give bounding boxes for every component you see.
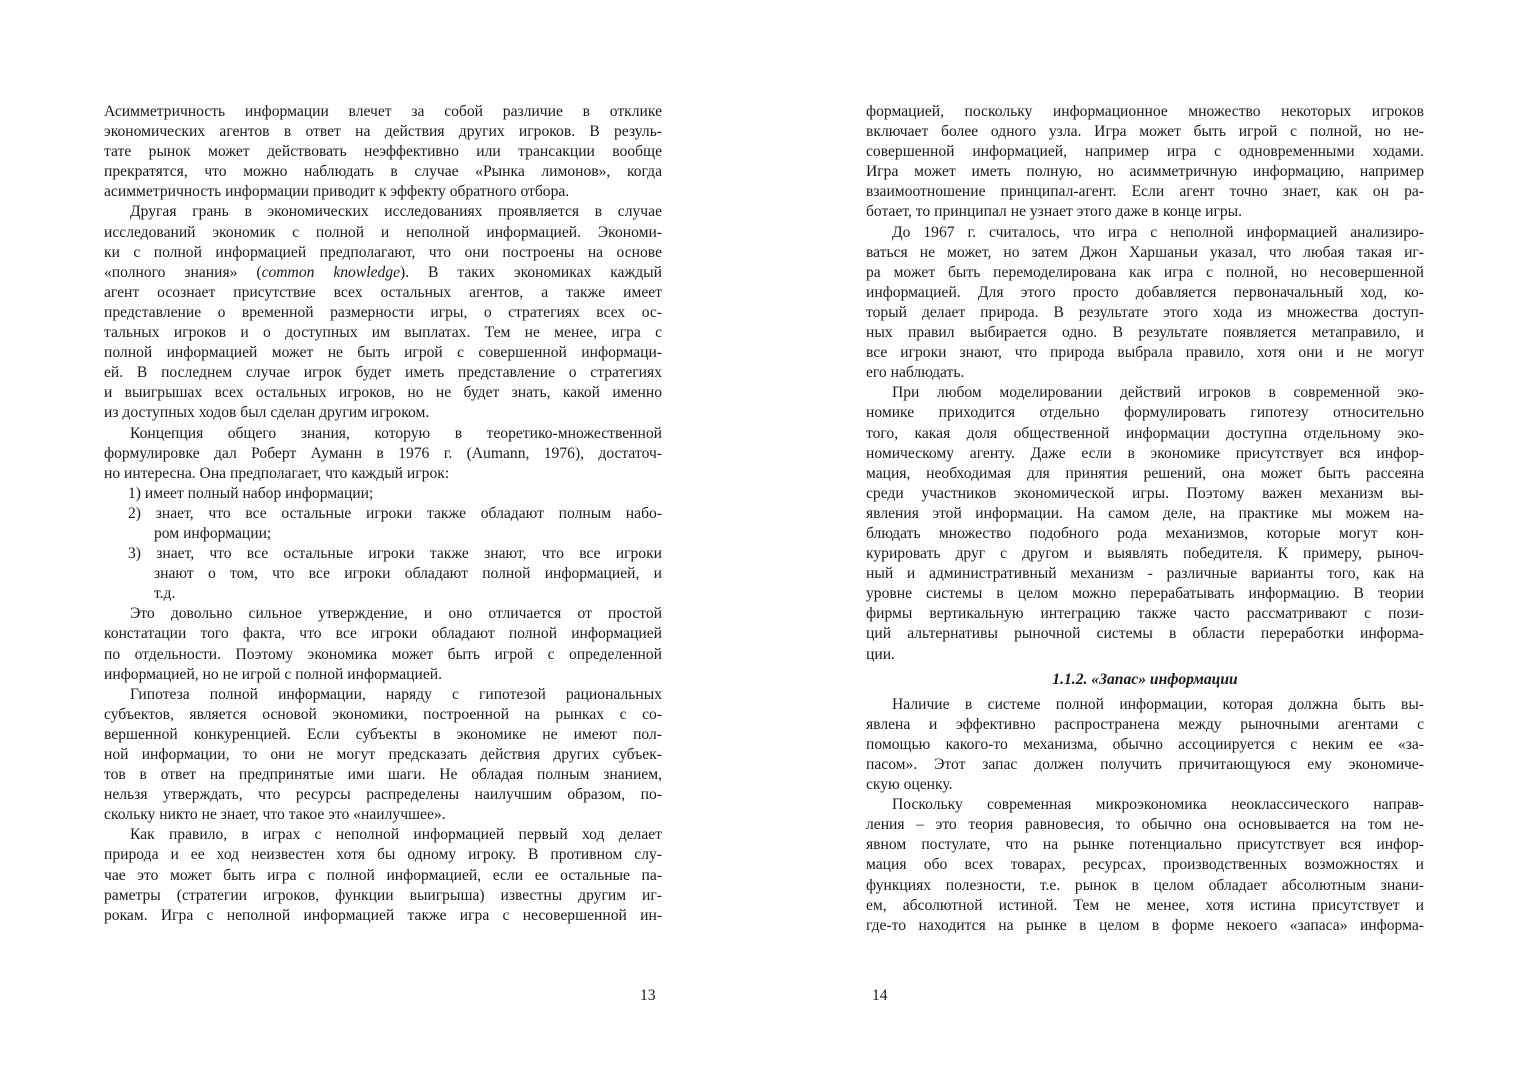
text-line: 1) имеет полный набор информации; <box>128 484 374 502</box>
text-line: природа и ее ход неизвестен хотя бы одному игроку. В противном слу- <box>104 846 662 864</box>
text-line: скую оценку. <box>866 776 953 794</box>
text-line: номике приходится отдельно формулировать гипотезу относительно <box>866 404 1424 422</box>
text-line: скольку никто не знает, что такое это «наилучшее». <box>104 806 446 824</box>
text-line: помощью какого-то механизма, обычно ассоциируется с неким ее «за- <box>866 735 1424 753</box>
text-line: полной информацией может не быть игрой с совершенной информаци- <box>104 344 662 362</box>
text-line: совершенной информацией, например игра с одновременными ходами. <box>866 143 1424 161</box>
text-line: Другая грань в экономических исследованиях проявляется в случае <box>130 203 662 221</box>
right-text-before-heading <box>866 102 1424 665</box>
text-line: из доступных ходов был сделан другим игроком. <box>104 404 430 422</box>
text-line: тате рынок может действовать неэффективно или трансакции вообще <box>104 143 662 161</box>
text-line: ления – это теория равновесия, то обычно она основывается на том не- <box>866 816 1424 834</box>
text-line: 2) знает, что все остальные игроки также обладают полным набо- <box>128 504 662 522</box>
text-line: явном постулате, что на рынке потенциально присутствует вся инфор- <box>866 836 1424 854</box>
text-line: тальных игроков и о доступных им выплатах. Тем не менее, игра с <box>104 324 662 342</box>
text-line: вершенной конкуренцией. Если субъекты в экономике не имеют пол- <box>104 725 662 743</box>
text-line: рокам. Игра с неполной информацией также игра с несовершенной ин- <box>104 906 662 924</box>
text-line: Это довольно сильное утверждение, и оно отличается от простой <box>130 605 662 623</box>
text-line: констатации того факта, что все игроки обладают полной информацией <box>104 625 662 643</box>
text-line: пасом». Этот запас должен получить причитающуюся ему экономиче- <box>866 756 1424 773</box>
text-line: нельзя утверждать, что ресурсы распределены наилучшим образом, по- <box>104 786 662 804</box>
text-line: Гипотеза полной информации, наряду с гипотезой рациональных <box>130 685 662 703</box>
text-line: Поскольку современная микроэкономика неоклассического направ- <box>892 796 1424 814</box>
text-line: фирмы вертикальную интеграцию также часто рассматривают с пози- <box>866 605 1424 623</box>
text-line: До 1967 г. считалось, что игра с неполной информацией анализиро- <box>892 223 1424 241</box>
text-line: ций альтернативы рыночной системы в области переработки информа- <box>866 625 1424 643</box>
text-line: функциях полезности, т.е. рынок в целом обладает абсолютным знани- <box>866 876 1424 894</box>
text-line: все игроки знают, что природа выбрала правило, хотя они и не могут <box>866 344 1424 362</box>
text-line: тов в ответ на предпринятые ими шаги. Не обладая полным знанием, <box>104 766 662 784</box>
text-line: ной информации, то они не могут предсказать действия других субъек- <box>104 746 662 763</box>
text-line: ром информации; <box>154 524 272 542</box>
text-line: чае это может быть игра с полной информацией, если ее остальные па- <box>104 866 662 884</box>
left-page-text <box>104 102 662 926</box>
text-line: торый делает природа. В результате этого хода из множества доступ- <box>866 303 1424 321</box>
text-line: «полного знания» (common knowledge). В таких экономиках каждый <box>104 263 662 281</box>
text-line: прекратятся, что можно наблюдать в случае «Рынка лимонов», когда <box>104 163 662 181</box>
text-line: Асимметричность информации влечет за собой различие в отклике <box>104 103 662 120</box>
text-line: мация обо всех товарах, ресурсах, производственных возможностях и <box>866 856 1424 874</box>
text-line: где-то находится на рынке в целом в форме некоего «запаса» информа- <box>866 916 1424 934</box>
text-line: взаимоотношение принципал-агент. Если агент точно знает, как он ра- <box>866 183 1424 201</box>
text-line: ваться не может, но затем Джон Харшаньи указал, что любая такая иг- <box>866 243 1424 261</box>
text-line: ки с полной информацией предполагают, что они построены на основе <box>104 243 662 261</box>
page-number-left: 13 <box>640 987 656 1004</box>
text-line: ра может быть перемоделирована как игра с полной, но несовершенной <box>866 263 1424 281</box>
text-line: того, какая доля общественной информации доступна отдельному эко- <box>866 424 1424 442</box>
text-line: номическому агенту. Даже если в экономике присутствует вся инфор- <box>866 444 1424 462</box>
text-line: ем, абсолютной истиной. Тем не менее, хотя истина присутствует и <box>866 896 1424 914</box>
page-number-right: 14 <box>872 987 888 1004</box>
text-line: Концепция общего знания, которую в теоретико-множественной <box>130 424 662 442</box>
text-line: но интересна. Она предполагает, что каждый игрок: <box>104 464 450 482</box>
text-line: информацией, но не игрой с полной информацией. <box>104 665 442 683</box>
text-line: мация, необходимая для принятия решений, она может быть рассеяна <box>866 464 1424 482</box>
right-page-text <box>866 102 1424 936</box>
text-line: знают о том, что все игроки обладают полной информацией, и <box>154 565 662 583</box>
text-line: исследований экономик с полной и неполной информацией. Экономи- <box>104 223 662 241</box>
right-page <box>764 0 1528 1080</box>
text-line: ных правил выбирается одно. В результате появляется метаправило, и <box>866 324 1424 342</box>
text-line: субъектов, является основой экономики, построенной на рынках с со- <box>104 705 662 723</box>
text-line: явления этой информации. На самом деле, на практике мы можем на- <box>866 504 1424 522</box>
text-line: по отдельности. Поэтому экономика может быть игрой с определенной <box>104 645 662 663</box>
text-line: включает более одного узла. Игра может быть игрой с полной, но не- <box>866 123 1424 141</box>
text-line: ботает, то принципал не узнает этого даже в конце игры. <box>866 203 1243 221</box>
text-line: его наблюдать. <box>866 364 965 382</box>
text-line: Игра может иметь полную, но асимметричную информацию, например <box>866 163 1424 181</box>
text-line: блюдать множество подобного рода механизмов, которые могут кон- <box>866 524 1424 542</box>
right-text-after-heading <box>866 695 1424 936</box>
text-line: среди участников экономической игры. Поэтому важен механизм вы- <box>866 484 1424 502</box>
text-line: представление о временной размерности игры, о стратегиях всех ос- <box>104 303 662 321</box>
text-line: формацией, поскольку информационное множество некоторых игроков <box>866 103 1424 120</box>
text-line: курировать друг с другом и выявлять победителя. К примеру, рыноч- <box>866 545 1424 563</box>
text-line: 3) знает, что все остальные игроки также знают, что все игроки <box>128 545 662 563</box>
text-line: Как правило, в играх с неполной информацией первый ход делает <box>130 826 662 844</box>
text-line: ции. <box>866 645 895 663</box>
text-line: агент осознает присутствие всех остальных агентов, а также имеет <box>104 283 662 301</box>
text-line: При любом моделировании действий игроков в современной эко- <box>892 384 1424 402</box>
text-line: формулировке дал Роберт Ауманн в 1976 г. (Aumann, 1976), достаточ- <box>104 444 662 462</box>
text-line: информацией. Для этого просто добавляется первоначальный ход, ко- <box>866 283 1424 301</box>
text-line: ей. В последнем случае игрок будет иметь представление о стратегиях <box>104 364 662 382</box>
text-line: Наличие в системе полной информации, которая должна быть вы- <box>892 695 1424 713</box>
text-line: ный и административный механизм - различные варианты того, как на <box>866 565 1424 583</box>
section-heading: 1.1.2. «Запас» информации <box>1052 670 1238 688</box>
text-line: и выигрышах всех остальных игроков, но не будет знать, какой именно <box>104 384 662 402</box>
text-line: экономических агентов в ответ на действия других игроков. В резуль- <box>104 123 662 141</box>
text-line: асимметричность информации приводит к эффекту обратного отбора. <box>104 183 570 201</box>
text-line: явлена и эффективно распространена между рыночными агентами с <box>866 715 1424 733</box>
text-line: т.д. <box>154 585 176 603</box>
text-line: раметры (стратегии игроков, функции выигрыша) известны другим иг- <box>104 886 662 904</box>
text-line: уровне системы в целом можно перерабатывать информацию. В теории <box>866 585 1424 603</box>
